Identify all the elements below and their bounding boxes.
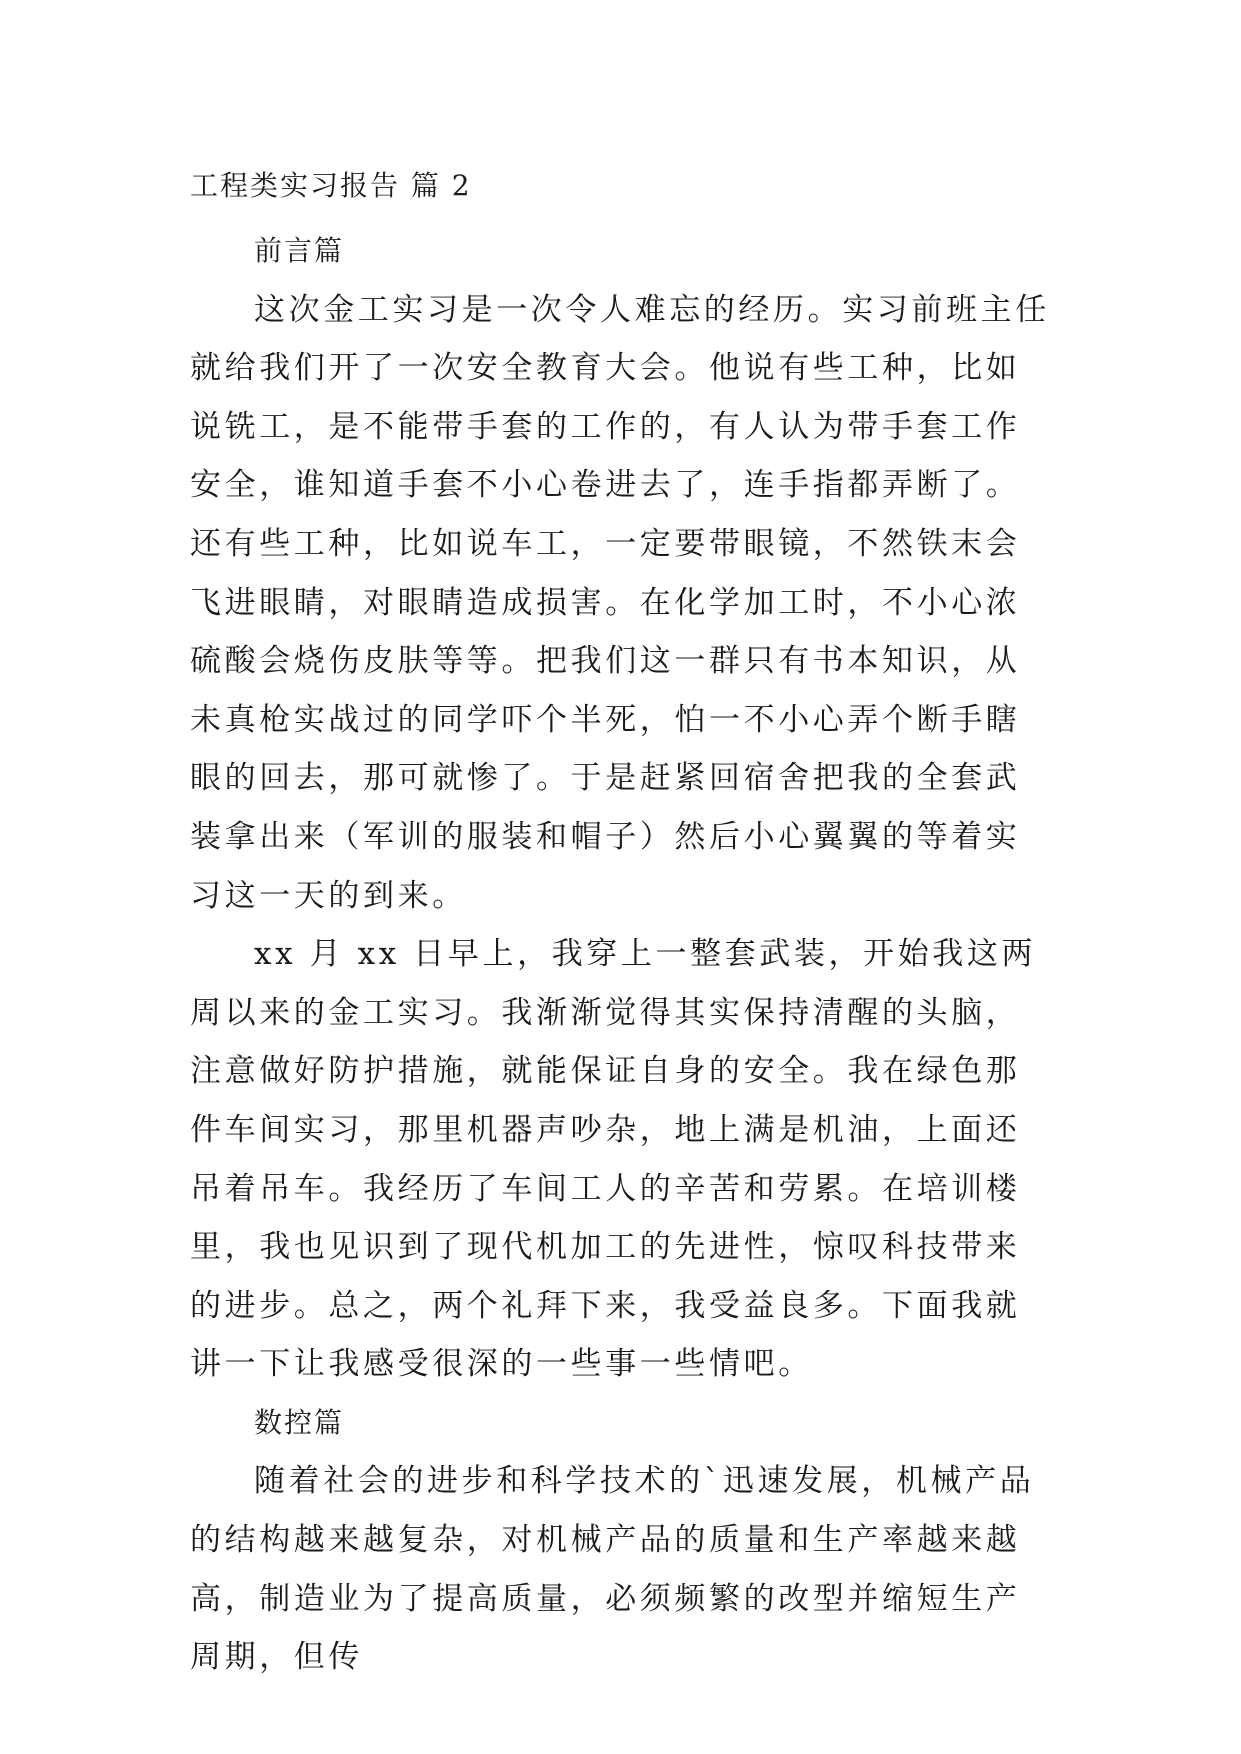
section-heading-cnc: 数控篇 xyxy=(254,1405,345,1439)
section-heading-preface: 前言篇 xyxy=(254,234,345,267)
document-body xyxy=(190,222,1050,1687)
paragraph: xx 月 xx 日早上，我穿上一整套武装，开始我这两周以来的金工实习。我渐渐觉得其实保持清醒的头脑，注意做好防护措施，就能保证自身的安全。我在绿色那件车间实习，那里机器声吵杂，地上满是机油，上面还吊着吊车。我经历了车间工人的辛苦和劳累。在培训楼里，我也见识到了现代机加工的先进性，惊叹科技带来的进步。总之，两个礼拜下来，我受益良多。下面我就讲一下让我感受很深的一些事一些情吧。 xyxy=(190,936,1037,1383)
document-title: 工程类实习报告 篇 2 xyxy=(190,169,472,202)
paragraph: 这次金工实习是一次令人难忘的经历。实习前班主任就给我们开了一次安全教育大会。他说有些工种，比如说铣工，是不能带手套的工作的，有人认为带手套工作安全，谁知道手套不小心卷进去了，连手指都弄断了。还有些工种，比如说车工，一定要带眼镜，不然铁末会飞进眼睛，对眼睛造成损害。在化学加工时，不小心浓硫酸会烧伤皮肤等等。把我们这一群只有书本知识，从未真枪实战过的同学吓个半死，怕一不小心弄个断手瞎眼的回去，那可就惨了。于是赶紧回宿舍把我的全套武装拿出来（军训的服装和帽子）然后小心翼翼的等着实习这一天的到来。 xyxy=(190,291,1050,914)
paragraph: 随着社会的进步和科学技术的`迅速发展，机械产品的结构越来越复杂，对机械产品的质量和生产率越来越高，制造业为了提高质量，必须频繁的改型并缩短生产周期，但传 xyxy=(190,1463,1035,1676)
